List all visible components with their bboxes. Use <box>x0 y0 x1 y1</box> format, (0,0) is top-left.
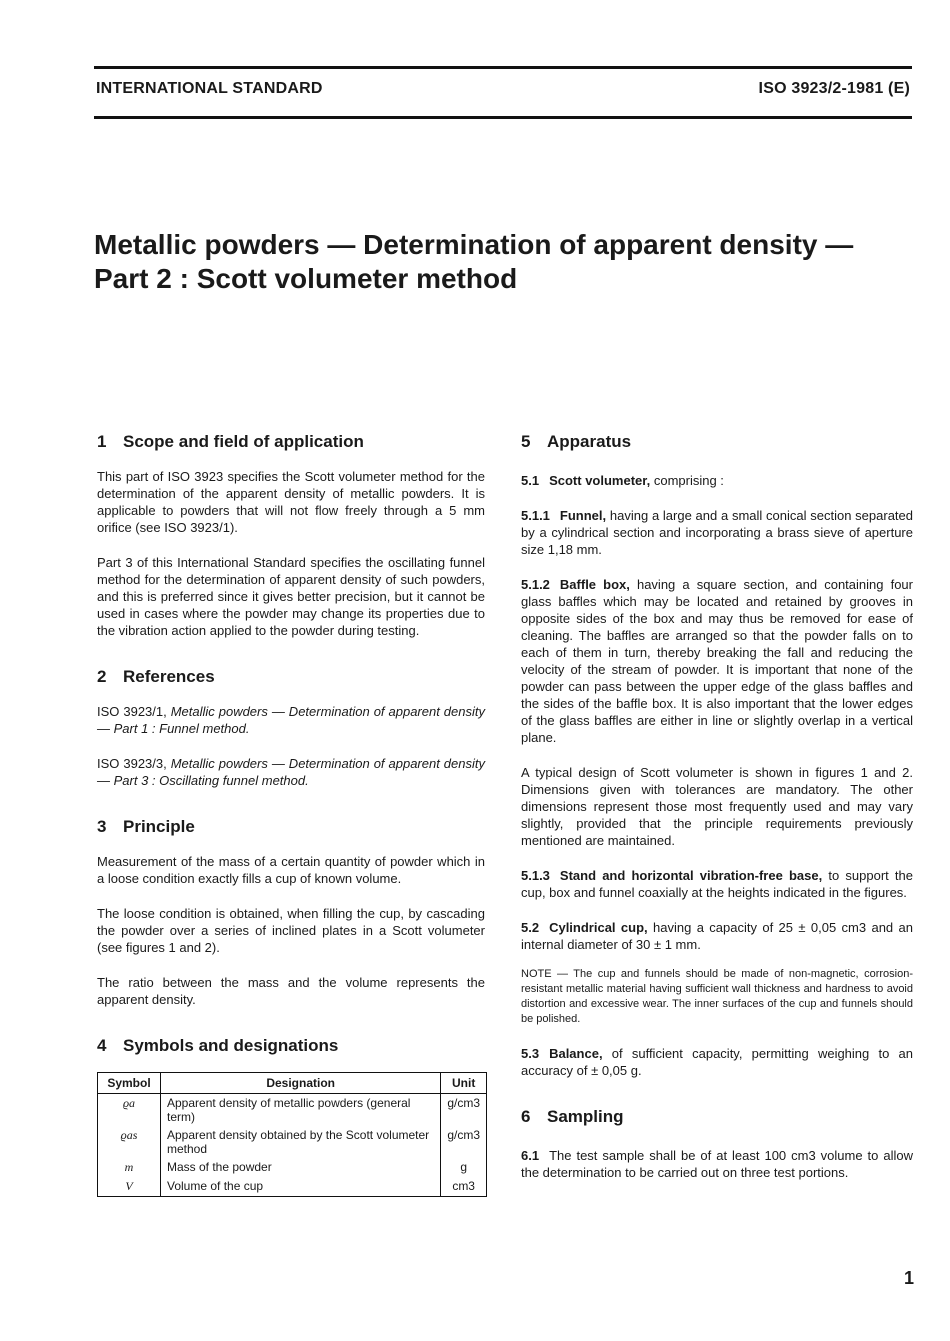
volumeter-design-paragraph: A typical design of Scott volumeter is shown in figures 1 and 2. Dimensions given with tolerances are mandatory. The other dimensions represent those most frequently used and may vary slightly, provided that the principle requirements previously mentioned are maintained. <box>521 765 913 848</box>
section-1-paragraph-2: Part 3 of this International Standard specifies the oscillating funnel method for the determination of apparent density of such powders, and this is preferred since it gives better precision, but it cannot be used in cases where the powder may change its properties due to the vibration action applied to the powder during testing. <box>97 555 485 638</box>
header-standard-label: INTERNATIONAL STANDARD <box>96 80 323 97</box>
symbols-table <box>97 1072 487 1197</box>
unit-cell: g/cm3 <box>441 1094 487 1127</box>
table-row <box>98 1126 487 1158</box>
right-column <box>521 430 913 1181</box>
header-top-rule <box>94 66 912 69</box>
section-3-paragraph-2: The loose condition is obtained, when filling the cup, by cascading the powder over a series of inclined plates in a Scott volumeter (see figures 1 and 2). <box>97 906 485 955</box>
material-note: NOTE — The cup and funnels should be made of non-magnetic, corrosion-resistant metallic material having sufficient wall thickness and hardness to avoid distortion and excessive wear. The inner surfaces of the cup and funnels should be polished. <box>521 968 913 1025</box>
designation-cell: Apparent density obtained by the Scott volumeter method <box>161 1126 441 1158</box>
page-number: 1 <box>903 1268 914 1288</box>
symbol-cell: ϱas <box>98 1126 161 1158</box>
designation-cell: Mass of the powder <box>161 1158 441 1177</box>
left-column <box>97 430 485 1197</box>
symbols-table-header-designation: Designation <box>161 1073 441 1094</box>
table-row <box>98 1177 487 1197</box>
section-3-paragraph-1: Measurement of the mass of a certain quantity of powder which in a loose condition exactly fills a cup of known volume. <box>97 854 485 886</box>
unit-cell: g/cm3 <box>441 1126 487 1158</box>
clause-5-1-1: 5.1.1 Funnel, having a large and a small conical section separated by a cylindrical section and incorporating a brass sieve of aperture size 1,18 mm. <box>521 508 913 557</box>
table-row <box>98 1158 487 1177</box>
title-line-2: Part 2 : Scott volumeter method <box>94 263 518 294</box>
clause-5-3: 5.3 Balance, of sufficient capacity, permitting weighing to an accuracy of ± 0,05 g. <box>521 1046 913 1078</box>
section-5-heading: 5 Apparatus <box>521 432 632 451</box>
header-bottom-rule <box>94 116 912 119</box>
clause-5-1-3: 5.1.3 Stand and horizontal vibration-free base, to support the cup, box and funnel coaxially at the heights indicated in the figures. <box>521 868 913 900</box>
designation-cell: Volume of the cup <box>161 1177 441 1197</box>
unit-cell: cm3 <box>441 1177 487 1197</box>
clause-5-1-2: 5.1.2 Baffle box, having a square section, and containing four glass baffles which may be located and retained by grooves in opposite sides of the box and may thus be removed for ease of cleaning. The baffles are arranged so that the powder falls on to each of them in turn, thereby breaking the fall and reducing the velocity of the stream of powder. It is important that none of the powder can pass between the upper edge of the glass baffles and the sides of the baffle box. It is also important that the lower edges of the glass baffles are either in line or slightly overlap in a vertical plane. <box>521 577 913 745</box>
clause-5-1: 5.1 Scott volumeter, comprising : <box>521 473 724 488</box>
symbols-table-header-unit: Unit <box>441 1073 487 1094</box>
section-1-heading: 1 Scope and field of application <box>97 432 364 451</box>
clause-5-2: 5.2 Cylindrical cup, having a capacity of 25 ± 0,05 cm3 and an internal diameter of 30 ± 1 mm. <box>521 920 913 952</box>
symbol-cell: m <box>98 1158 161 1177</box>
document-title <box>94 228 853 296</box>
table-row <box>98 1094 487 1127</box>
reference-1: ISO 3923/1, Metallic powders — Determination of apparent density — Part 1 : Funnel method. <box>97 704 485 736</box>
clause-6-1: 6.1 The test sample shall be of at least 100 cm3 volume to allow the determination to be carried out on three test portions. <box>521 1148 913 1180</box>
section-2-heading: 2 References <box>97 667 215 686</box>
section-3-heading: 3 Principle <box>97 817 195 836</box>
title-line-1: Metallic powders — Determination of apparent density — <box>94 229 854 260</box>
section-4-heading: 4 Symbols and designations <box>97 1036 339 1055</box>
designation-cell: Apparent density of metallic powders (general term) <box>161 1094 441 1127</box>
reference-2: ISO 3923/3, Metallic powders — Determination of apparent density — Part 3 : Oscillating funnel method. <box>97 756 485 788</box>
unit-cell: g <box>441 1158 487 1177</box>
symbols-table-header-symbol: Symbol <box>98 1073 161 1094</box>
symbol-cell: V <box>98 1177 161 1197</box>
section-1-paragraph-1: This part of ISO 3923 specifies the Scott volumeter method for the determination of the apparent density of metallic powders. It is applicable to powders that will not flow freely through a 5 mm orifice (see ISO 3923/1). <box>97 469 485 535</box>
symbol-cell: ϱa <box>98 1094 161 1127</box>
section-6-heading: 6 Sampling <box>521 1107 624 1126</box>
section-3-paragraph-3: The ratio between the mass and the volume represents the apparent density. <box>97 975 485 1007</box>
header-document-number: ISO 3923/2-1981 (E) <box>758 80 910 97</box>
